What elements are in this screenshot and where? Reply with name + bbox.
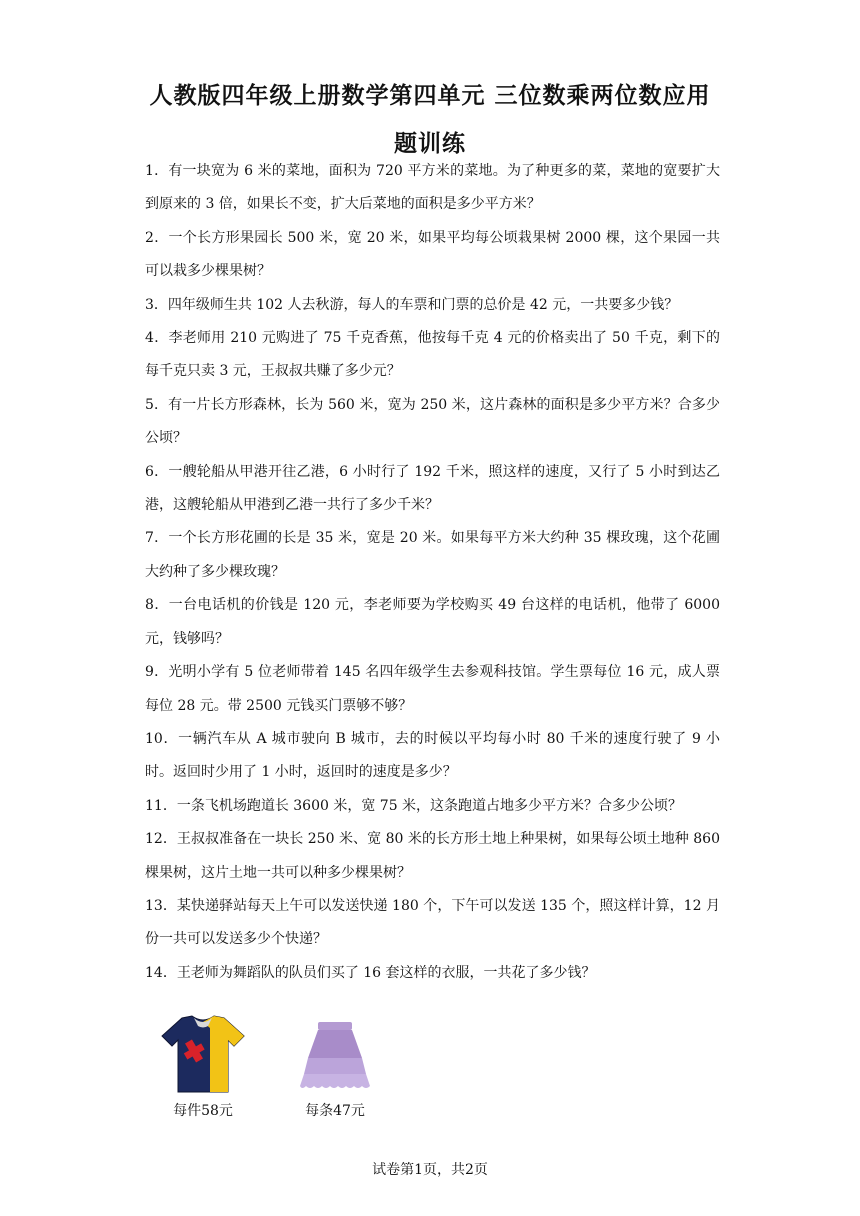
question-8: 8．一台电话机的价钱是 120 元，李老师要为学校购买 49 台这样的电话机，他带了 6000 元，钱够吗？: [145, 597, 720, 647]
shirt-icon: [158, 1014, 248, 1094]
question-12: 12．王叔叔准备在一块长 250 米、宽 80 米的长方形土地上种果树，如果每公顷土地种 860 棵果树，这片土地一共可以种多少棵果树？: [145, 831, 720, 881]
page-footer: 试卷第1页，共2页: [372, 1162, 488, 1178]
question-3: 3．四年级师生共 102 人去秋游，每人的车票和门票的总价是 42 元，一共要多少钱？: [145, 296, 679, 313]
shirt-price: 每件58元: [173, 1103, 233, 1119]
question-11: 11．一条飞机场跑道长 3600 米，宽 75 米，这条跑道占地多少平方米？合多少公顷？: [145, 797, 683, 814]
question-5: 5．有一片长方形森林，长为 560 米，宽为 250 米，这片森林的面积是多少平方米？合多少公顷？: [145, 396, 720, 447]
question-14: 14．王老师为舞蹈队的队员们买了 16 套这样的衣服，一共花了多少钱？: [145, 964, 596, 981]
shirt-figure: [158, 1014, 248, 1120]
page-title: 人教版四年级上册数学第四单元 三位数乘两位数应用题训练: [149, 83, 711, 157]
question-1: 1．有一块宽为 6 米的菜地，面积为 720 平方米的菜地。为了种更多的菜，菜地的宽要扩大到原来的 3 倍，如果长不变，扩大后菜地的面积是多少平方米？: [145, 163, 720, 213]
question-list: [145, 155, 720, 990]
skirt-price: 每条47元: [305, 1103, 365, 1119]
skirt-figure: [290, 1014, 380, 1120]
question-9: 9．光明小学有 5 位老师带着 145 名四年级学生去参观科技馆。学生票每位 16 元，成人票每位 28 元。带 2500 元钱买门票够不够？: [145, 664, 720, 714]
question-6: 6．一艘轮船从甲港开往乙港，6 小时行了 192 千米，照这样的速度，又行了 5 小时到达乙港，这艘轮船从甲港到乙港一共行了多少千米？: [145, 463, 720, 514]
question-13: 13．某快递驿站每天上午可以发送快递 180 个，下午可以发送 135 个，照这样计算，12 月份一共可以发送多少个快递？: [145, 897, 720, 948]
question-2: 2．一个长方形果园长 500 米，宽 20 米，如果平均每公顷栽果树 2000 棵，这个果园一共可以栽多少棵果树？: [145, 229, 720, 280]
skirt-icon: [290, 1014, 380, 1094]
question-4: 4．李老师用 210 元购进了 75 千克香蕉，他按每千克 4 元的价格卖出了 50 千克，剩下的每千克只卖 3 元，王叔叔共赚了多少元？: [145, 330, 720, 380]
question-10: 10．一辆汽车从 A 城市驶向 B 城市，去的时候以平均每小时 80 千米的速度行驶了 9 小时。返回时少用了 1 小时，返回时的速度是多少？: [145, 730, 720, 781]
question-7: 7．一个长方形花圃的长是 35 米，宽是 20 米。如果每平方米大约种 35 棵玫瑰，这个花圃大约种了多少棵玫瑰？: [145, 530, 720, 580]
